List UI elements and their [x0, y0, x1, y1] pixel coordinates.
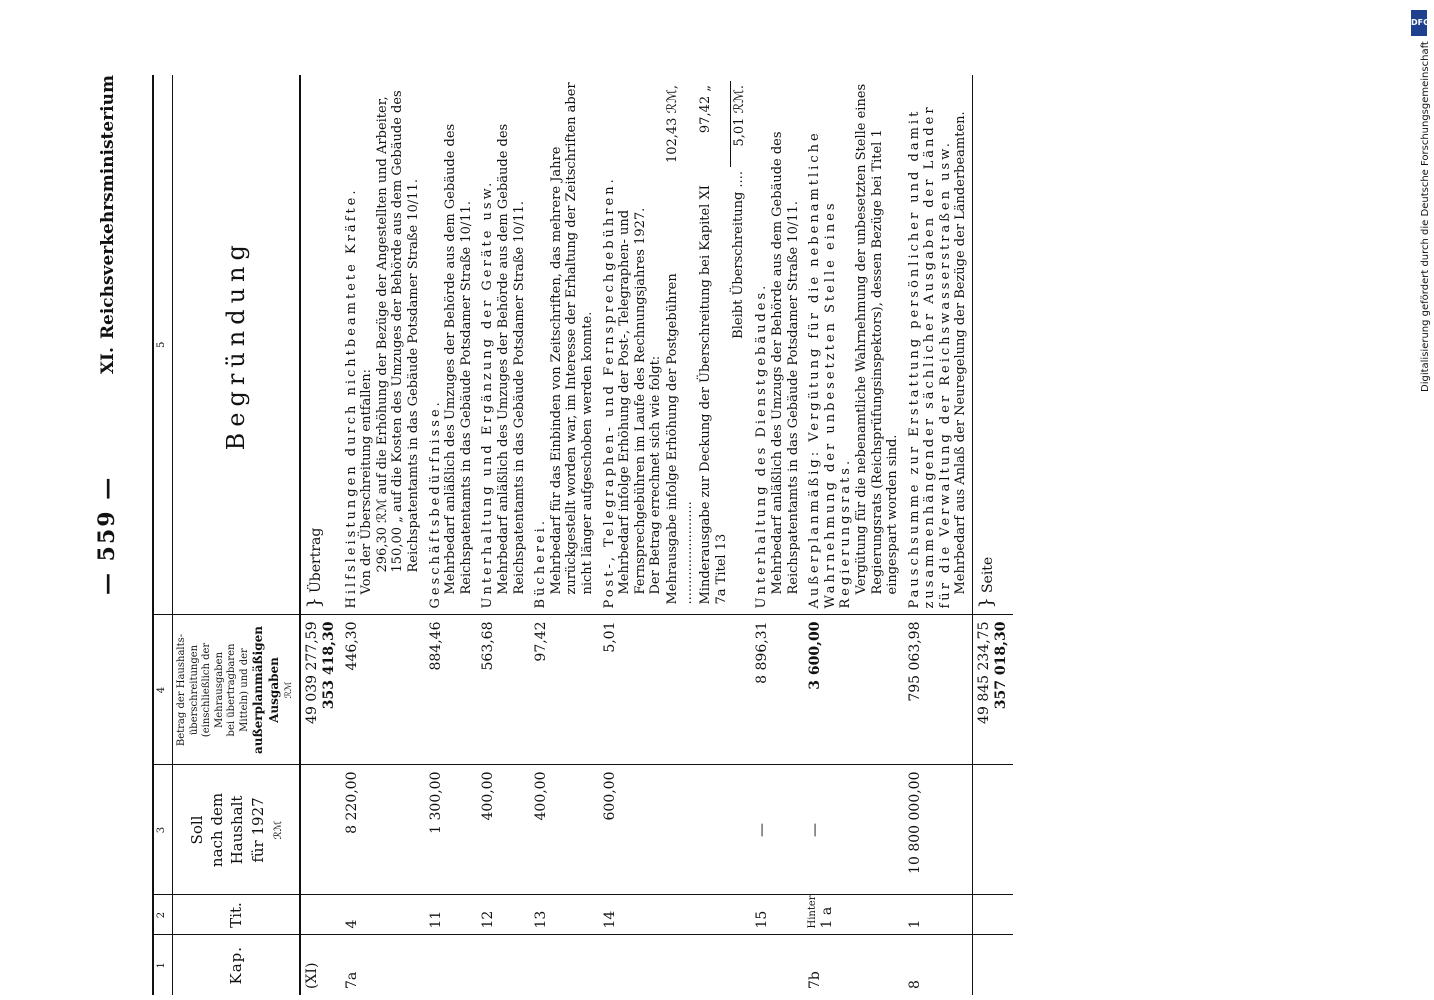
row-line: Mehrbedarf infolge Erhöhung der Post-, Telegraphen- und Fernsprechgebühren im Laufe des Rechnungsjahres 1927.	[617, 207, 648, 595]
row-title: Hilfsleistungen durch nichtbeamtete Kräfte.	[343, 187, 359, 609]
calc-rest-value: 5,01 ℛℳ.	[730, 81, 748, 167]
footer-soll	[973, 765, 1013, 895]
row-begruendung	[425, 75, 478, 615]
row-betrag: 563,68	[477, 615, 530, 765]
table-row	[904, 75, 973, 995]
row-line: Von der Überschreitung entfallen:	[359, 368, 375, 595]
row-betrag: 795 063,98	[904, 615, 973, 765]
carry-soll	[300, 765, 341, 895]
row-line: Mehrbedarf anläßlich des Umzuges der Behörde aus dem Gebäude des Reichspatentamts in das Gebäude Potsdamer Straße 10/11.	[443, 123, 474, 595]
page-number: — 559 —	[94, 475, 120, 595]
row-title: Pauschsumme zur Erstattung persönlicher und damit zusammenhängender sächlicher Ausgaben der Länder für die Verwaltung der Reichswasserstraßen usw.	[906, 104, 953, 609]
row-line: 296,30 ℛℳ auf die Erhöhung der Bezüge der Angestellten und Arbeiter,	[374, 96, 390, 573]
row-soll: 400,00	[477, 765, 530, 895]
row-kap: 7a	[343, 971, 360, 989]
row-soll: —	[804, 765, 904, 895]
row-tit: 15	[751, 895, 804, 935]
calc-rest-label: Bleibt Überschreitung ....	[731, 171, 747, 339]
footer-row	[973, 75, 1013, 995]
carry-row	[300, 75, 341, 995]
header-betrag	[173, 615, 301, 765]
brace-glyph: }	[304, 597, 325, 609]
betrag-unit: ℛℳ	[284, 681, 295, 699]
row-begruendung	[341, 75, 425, 615]
brace-glyph: }	[976, 597, 998, 609]
footer-tit	[973, 895, 1013, 935]
digitization-credit: Digitalisierung gefördert durch die Deutsche Forschungsgemeinschaft	[1420, 41, 1431, 392]
header-kap: Kap.	[173, 935, 301, 995]
dfg-logo: DFG	[1411, 10, 1427, 36]
row-soll: 8 220,00	[341, 765, 425, 895]
footer-amount-2: 357 018,30	[992, 621, 1009, 710]
row-betrag: 8 896,31	[751, 615, 804, 765]
row-line: 150,00 „ auf die Kosten des Umzuges der Behörde aus dem Gebäude des Reichspatentamts in das Gebäude Potsdamer Straße 10/11.	[390, 90, 421, 573]
row-kap	[477, 935, 530, 995]
footer-kap	[973, 935, 1013, 995]
row-betrag: 97,42	[530, 615, 598, 765]
header-tit: Tit.	[173, 895, 301, 935]
header-begruendung: Begründung	[173, 75, 301, 615]
row-line: Mehrbedarf anläßlich des Umzugs der Behörde aus dem Gebäude des Reichspatentamts in das Gebäude Potsdamer Straße 10/11.	[769, 131, 801, 595]
footer-amount-1: 49 845 234,75	[976, 621, 993, 724]
col-num-4: 4	[153, 615, 173, 765]
row-begruendung	[751, 75, 804, 615]
row-tit: 14	[599, 895, 752, 935]
betrag-line: bei übertragbaren	[226, 643, 238, 737]
footer-text: Seite	[980, 556, 997, 594]
row-betrag: 3 600,00	[804, 615, 904, 765]
row-soll: —	[751, 765, 804, 895]
calc-mehr-label: Mehrausgabe infolge Erhöhung der Postgebühren .........................	[664, 273, 696, 605]
calc-table	[664, 81, 748, 609]
col-num-3: 3	[153, 765, 173, 895]
footer-text-cell	[973, 75, 1013, 615]
row-line: Mehrbedarf anläßlich des Umzuges der Behörde aus dem Gebäude des Reichspatentamts in das Gebäude Potsdamer Straße 10/11.	[495, 123, 527, 595]
table-row	[804, 75, 904, 995]
row-tit: 1	[904, 895, 973, 935]
carry-amount-2: 353 418,30	[320, 621, 337, 710]
table-row	[341, 75, 425, 995]
row-kap	[751, 935, 804, 995]
betrag-line: überschreitungen	[188, 644, 200, 736]
betrag-line: Mitteln) und der	[238, 648, 250, 732]
table-row	[425, 75, 478, 995]
column-title-row	[173, 75, 301, 995]
row-betrag: 446,30	[341, 615, 425, 765]
header-soll	[173, 765, 301, 895]
calc-minder-label: Minderausgabe zur Deckung der Überschreitung bei Kapitel XI 7a Titel 13	[698, 185, 729, 605]
carry-tit	[300, 895, 341, 935]
soll-line: nach dem	[208, 792, 226, 868]
row-begruendung	[477, 75, 530, 615]
table-row	[530, 75, 598, 995]
row-title: Geschäftsbedürfnisse.	[427, 399, 443, 609]
row-begruendung	[904, 75, 973, 615]
row-soll: 10 800 000,00	[904, 765, 973, 895]
rotated-document-page	[82, 75, 1422, 995]
row-kap	[599, 935, 752, 995]
row-tit: 12	[477, 895, 530, 935]
row-title: Bücherei.	[533, 518, 549, 609]
row-title: Post-, Telegraphen- und Fernsprechgebühren.	[601, 176, 617, 609]
col-num-5: 5	[153, 75, 173, 615]
row-tit-prefix: Hinter	[807, 895, 819, 929]
row-tit: 11	[425, 895, 478, 935]
table-row	[599, 75, 752, 995]
row-soll: 400,00	[530, 765, 598, 895]
row-kap: 8	[906, 980, 923, 989]
carry-amounts	[300, 615, 341, 765]
row-kap	[425, 935, 478, 995]
betrag-line: Mehrausgaben	[213, 651, 225, 729]
carry-amount-1: 49 039 277,59	[304, 621, 320, 724]
row-begruendung	[804, 75, 904, 615]
row-title: Außerplanmäßig: Vergütung für die nebenamtliche Wahrnehmung der unbesetzten Stelle eines Regierungsrats.	[807, 130, 854, 609]
row-line: Der Betrag errechnet sich wie folgt:	[648, 355, 664, 595]
soll-line: für 1927	[248, 797, 267, 863]
row-tit-cell	[804, 895, 904, 935]
betrag-line: (einschließlich der	[201, 642, 213, 738]
row-title: Unterhaltung des Dienstgebäudes.	[754, 282, 770, 609]
row-line: Vergütung für die nebenamtliche Wahrnehmung der unbesetzten Stelle eines Regierungsrats (Reichsprüfungsinspektors), dessen Bezüge bei Titel 1 eingespart worden sind.	[853, 83, 901, 595]
soll-line: Haushalt	[228, 795, 247, 865]
col-num-2: 2	[153, 895, 173, 935]
soll-unit: ℛℳ	[272, 820, 284, 840]
ministry-name: Reichsverkehrsministerium	[98, 75, 118, 340]
row-kap	[530, 935, 598, 995]
row-tit: 13	[530, 895, 598, 935]
footer-amounts	[973, 615, 1013, 765]
row-line: Mehrbedarf aus Anlaß der Neuregelung der Bezüge der Länderbeamten.	[953, 111, 969, 595]
betrag-line: Betrag der Haushalts-	[176, 633, 188, 747]
betrag-bold-line: Ausgaben	[266, 657, 281, 723]
carry-kap: (XI)	[304, 962, 320, 989]
carry-text-cell	[300, 75, 341, 615]
row-soll: 600,00	[599, 765, 752, 895]
calc-mehr-value: 102,43 ℛℳ,	[664, 85, 680, 164]
column-number-row	[153, 75, 173, 995]
calc-minder-value: 97,42 „	[698, 85, 714, 134]
row-betrag: 884,46	[425, 615, 478, 765]
chapter-roman: XI.	[98, 347, 118, 375]
betrag-bold-line: außerplanmäßigen	[251, 626, 266, 754]
table-row	[477, 75, 530, 995]
row-title: Unterhaltung und Ergänzung der Geräte usw.	[480, 179, 496, 609]
row-begruendung	[530, 75, 598, 615]
soll-line: Soll	[187, 815, 206, 845]
page-header	[82, 75, 152, 995]
row-tit: 4	[341, 895, 425, 935]
row-soll: 1 300,00	[425, 765, 478, 895]
row-line: Mehrbedarf für das Einbinden von Zeitschriften, das mehrere Jahre zurückgestellt worden war, im Interesse der Erhaltung der Zeitschriften aber nicht länger aufgeschoben werden konnte.	[548, 82, 595, 595]
row-begruendung	[599, 75, 752, 615]
col-num-1: 1	[153, 935, 173, 995]
budget-table	[152, 75, 1013, 995]
chapter-title	[98, 75, 118, 374]
row-kap: 7b	[807, 971, 824, 989]
table-row	[751, 75, 804, 995]
carry-text: Übertrag	[308, 527, 324, 594]
row-tit: 1 a	[819, 906, 836, 929]
row-betrag: 5,01	[599, 615, 752, 765]
